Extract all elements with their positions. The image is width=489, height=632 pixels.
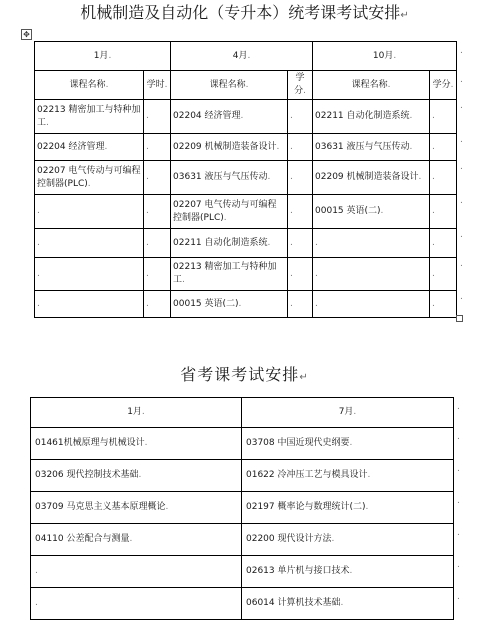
cell-text: 02209 机械制造装备设计 bbox=[173, 141, 277, 152]
course-cell[interactable] bbox=[35, 134, 144, 161]
value-cell[interactable] bbox=[288, 291, 313, 318]
cell-mark: . bbox=[432, 206, 435, 216]
cell-mark: . bbox=[37, 298, 40, 309]
course-cell[interactable] bbox=[31, 492, 242, 524]
cell-mark: . bbox=[290, 206, 293, 216]
provincial-exam-table bbox=[30, 397, 454, 620]
course-cell[interactable] bbox=[313, 134, 430, 161]
row-end-mark: . bbox=[460, 258, 463, 269]
row-end-mark: . bbox=[457, 591, 460, 602]
cell-text: 03708 中国近现代史纲要 bbox=[246, 438, 350, 448]
course-cell[interactable] bbox=[171, 195, 288, 229]
cell-text: 课程名称 bbox=[351, 79, 388, 90]
cell-mark: . bbox=[387, 79, 391, 90]
row-end-mark: . bbox=[457, 495, 460, 506]
cell-text: 03631 液压与气压传动 bbox=[315, 141, 410, 152]
cell-mark: . bbox=[108, 50, 112, 61]
cell-mark: . bbox=[349, 566, 353, 576]
cell-text: 02209 机械制造装备设计 bbox=[315, 172, 419, 182]
col-header-name[interactable] bbox=[35, 71, 144, 100]
cell-mark: . bbox=[290, 141, 293, 152]
row-end-mark: . bbox=[457, 401, 460, 412]
cell-mark: . bbox=[409, 141, 413, 152]
cell-text: 02211 自动化制造系统 bbox=[315, 111, 410, 121]
cell-text: 学时 bbox=[146, 79, 165, 90]
cell-mark: . bbox=[432, 172, 435, 182]
cell-mark: . bbox=[290, 298, 293, 309]
cell-mark: . bbox=[247, 50, 251, 61]
cell-text: 02204 经济管理 bbox=[173, 111, 241, 121]
cell-mark: . bbox=[418, 172, 422, 182]
table-row bbox=[31, 428, 454, 460]
cell-text: 学分 bbox=[294, 73, 305, 96]
row-end-mark: . bbox=[457, 431, 460, 442]
col-header-credit[interactable] bbox=[288, 71, 313, 100]
table-row bbox=[31, 524, 454, 556]
title-provincial-exams: 省考课考试安排↵ bbox=[180, 365, 309, 384]
value-cell[interactable] bbox=[288, 100, 313, 134]
cell-text: 02613 单片机与接口技术 bbox=[246, 566, 350, 576]
course-cell[interactable] bbox=[242, 524, 454, 556]
cell-mark: . bbox=[105, 79, 109, 90]
course-cell[interactable] bbox=[31, 588, 242, 620]
cell-mark: . bbox=[380, 206, 384, 216]
cell-mark: . bbox=[146, 268, 149, 279]
cell-mark: . bbox=[245, 79, 249, 90]
row-end-mark: . bbox=[460, 134, 463, 145]
course-cell[interactable] bbox=[171, 100, 288, 134]
cell-mark: . bbox=[146, 206, 149, 216]
cell-mark: . bbox=[432, 141, 435, 152]
course-cell[interactable] bbox=[35, 100, 144, 134]
cell-text: 1月 bbox=[127, 407, 142, 417]
course-cell[interactable] bbox=[313, 291, 430, 318]
cell-text: 01622 冷冲压工艺与模具设计 bbox=[246, 470, 368, 480]
cell-mark: . bbox=[182, 275, 185, 285]
cell-mark: . bbox=[432, 237, 435, 248]
course-cell[interactable] bbox=[171, 229, 288, 258]
course-cell[interactable] bbox=[242, 428, 454, 460]
cell-mark: . bbox=[146, 141, 149, 152]
course-cell[interactable] bbox=[313, 229, 430, 258]
value-cell[interactable] bbox=[430, 134, 457, 161]
table-row bbox=[35, 195, 457, 229]
cell-mark: . bbox=[267, 172, 271, 182]
cell-mark: . bbox=[290, 172, 293, 182]
cell-mark: . bbox=[315, 237, 318, 248]
cell-text: 03631 液压与气压传动 bbox=[173, 172, 268, 182]
cell-mark: . bbox=[331, 534, 335, 544]
value-cell[interactable] bbox=[430, 291, 457, 318]
value-cell[interactable] bbox=[144, 161, 171, 195]
cell-mark: . bbox=[290, 111, 293, 121]
cell-text: 课程名称 bbox=[69, 79, 106, 90]
value-cell[interactable] bbox=[288, 134, 313, 161]
cell-mark: . bbox=[165, 502, 169, 512]
col-header-name[interactable] bbox=[313, 71, 430, 100]
table-row bbox=[35, 229, 457, 258]
cell-mark: . bbox=[267, 237, 271, 248]
cell-text: 02200 现代设计方法 bbox=[246, 534, 332, 544]
course-cell[interactable] bbox=[35, 195, 144, 229]
row-end-mark: . bbox=[457, 463, 460, 474]
table-row bbox=[31, 588, 454, 620]
cell-mark: . bbox=[37, 206, 40, 216]
row-end-mark: . bbox=[460, 74, 463, 85]
col-header-hours[interactable] bbox=[144, 71, 171, 100]
value-cell[interactable] bbox=[430, 161, 457, 195]
value-cell[interactable] bbox=[144, 229, 171, 258]
cell-mark: . bbox=[315, 268, 318, 279]
unified-exam-table bbox=[34, 41, 457, 318]
cell-text: 02204 经济管理 bbox=[37, 141, 105, 152]
row-end-mark: . bbox=[457, 527, 460, 538]
paragraph-mark: ↵ bbox=[299, 372, 309, 383]
course-cell[interactable] bbox=[242, 588, 454, 620]
cell-text: 7月 bbox=[338, 407, 354, 417]
col-header-credit[interactable] bbox=[430, 71, 457, 100]
row-end-mark: . bbox=[460, 291, 463, 302]
month-header-cell[interactable] bbox=[171, 42, 313, 71]
cell-text: 02211 自动化制造系统 bbox=[173, 237, 268, 248]
cell-mark: . bbox=[393, 50, 397, 61]
table-resize-handle[interactable] bbox=[456, 315, 463, 322]
table-row bbox=[35, 134, 457, 161]
cell-mark: . bbox=[144, 438, 148, 448]
cell-mark: . bbox=[315, 298, 318, 309]
cell-mark: . bbox=[87, 178, 91, 189]
month-header-cell[interactable] bbox=[242, 398, 454, 428]
cell-text: 10月 bbox=[372, 50, 394, 61]
value-cell[interactable] bbox=[144, 100, 171, 134]
month-header-cell[interactable] bbox=[313, 42, 457, 71]
value-cell[interactable] bbox=[144, 258, 171, 291]
cell-mark: . bbox=[240, 111, 244, 121]
cell-text: 06014 计算机技术基础 bbox=[246, 598, 341, 608]
table-row bbox=[31, 556, 454, 588]
cell-mark: . bbox=[290, 268, 293, 279]
paragraph-mark: ↵ bbox=[400, 10, 409, 21]
move-anchor-icon[interactable]: ✥ bbox=[21, 29, 32, 40]
value-cell[interactable] bbox=[430, 195, 457, 229]
value-cell[interactable] bbox=[144, 134, 171, 161]
row-end-mark: . bbox=[460, 161, 463, 172]
row-end-mark: . bbox=[460, 100, 463, 111]
course-cell[interactable] bbox=[171, 291, 288, 318]
cell-mark: . bbox=[303, 86, 306, 96]
course-cell[interactable] bbox=[35, 291, 144, 318]
value-cell[interactable] bbox=[144, 291, 171, 318]
cell-mark: . bbox=[146, 298, 149, 309]
cell-mark: . bbox=[450, 79, 454, 90]
cell-mark: . bbox=[37, 268, 40, 279]
cell-mark: . bbox=[432, 111, 435, 121]
cell-mark: . bbox=[164, 79, 168, 90]
cell-mark: . bbox=[146, 237, 149, 248]
table-row bbox=[31, 460, 454, 492]
month-header-row bbox=[31, 398, 454, 428]
value-cell[interactable] bbox=[430, 100, 457, 134]
cell-text: 04110 公差配合与测量 bbox=[35, 534, 130, 544]
table-row bbox=[35, 258, 457, 291]
course-cell[interactable] bbox=[31, 428, 242, 460]
course-cell[interactable] bbox=[242, 460, 454, 492]
course-cell[interactable] bbox=[35, 161, 144, 195]
course-cell[interactable] bbox=[313, 195, 430, 229]
course-cell[interactable] bbox=[313, 100, 430, 134]
cell-text: 02197 概率论与数理统计(二) bbox=[246, 502, 366, 512]
cell-mark: . bbox=[349, 438, 353, 448]
value-cell[interactable] bbox=[288, 258, 313, 291]
cell-mark: . bbox=[290, 237, 293, 248]
course-cell[interactable] bbox=[171, 161, 288, 195]
course-cell[interactable] bbox=[242, 492, 454, 524]
title-unified-exams: 机械制造及自动化（专升本）统考课考试安排↵ bbox=[80, 3, 409, 22]
month-header-cell[interactable] bbox=[35, 42, 171, 71]
course-cell[interactable] bbox=[171, 258, 288, 291]
cell-mark: . bbox=[238, 298, 242, 309]
cell-text: 02213 精密加工与特种加工 bbox=[173, 262, 277, 285]
cell-mark: . bbox=[46, 117, 49, 128]
cell-mark: . bbox=[146, 111, 149, 121]
course-cell[interactable] bbox=[31, 524, 242, 556]
cell-text: 课程名称 bbox=[209, 79, 246, 90]
cell-text: 学分 bbox=[432, 79, 451, 90]
cell-mark: . bbox=[432, 268, 435, 279]
cell-text: 4月 bbox=[232, 50, 248, 61]
cell-text: 03206 现代控制技术基础 bbox=[35, 470, 139, 480]
cell-text: 03709 马克思主义基本原理概论 bbox=[35, 502, 166, 512]
table-row bbox=[35, 161, 457, 195]
cell-mark: . bbox=[365, 502, 369, 512]
cell-text: 00015 英语(二) bbox=[315, 206, 381, 216]
course-cell[interactable] bbox=[242, 556, 454, 588]
value-cell[interactable] bbox=[288, 229, 313, 258]
cell-mark: . bbox=[35, 598, 38, 608]
cell-mark: . bbox=[432, 298, 435, 309]
row-end-mark: . bbox=[460, 195, 463, 206]
cell-mark: . bbox=[141, 407, 145, 417]
value-cell[interactable] bbox=[288, 195, 313, 229]
month-header-row bbox=[35, 42, 457, 71]
col-header-name[interactable] bbox=[171, 71, 288, 100]
cell-mark: . bbox=[35, 566, 38, 576]
value-cell[interactable] bbox=[288, 161, 313, 195]
cell-mark: . bbox=[146, 172, 149, 182]
table-row bbox=[35, 291, 457, 318]
course-cell[interactable] bbox=[313, 258, 430, 291]
table-row bbox=[35, 100, 457, 134]
cell-text: 00015 英语(二) bbox=[173, 298, 239, 309]
cell-mark: . bbox=[223, 212, 227, 223]
cell-mark: . bbox=[409, 111, 413, 121]
value-cell[interactable] bbox=[430, 258, 457, 291]
cell-text: 1月 bbox=[93, 50, 109, 61]
cell-mark: . bbox=[104, 141, 108, 152]
course-cell[interactable] bbox=[35, 229, 144, 258]
cell-text: 01461机械原理与机械设计 bbox=[35, 438, 145, 448]
row-end-mark: . bbox=[457, 559, 460, 570]
course-cell[interactable] bbox=[313, 161, 430, 195]
course-cell[interactable] bbox=[171, 134, 288, 161]
course-cell[interactable] bbox=[31, 460, 242, 492]
cell-mark: . bbox=[138, 470, 142, 480]
row-end-mark: . bbox=[460, 45, 463, 56]
course-cell[interactable] bbox=[31, 556, 242, 588]
table-row bbox=[31, 492, 454, 524]
month-header-cell[interactable] bbox=[31, 398, 242, 428]
cell-mark: . bbox=[276, 141, 280, 152]
value-cell[interactable] bbox=[144, 195, 171, 229]
row-end-mark: . bbox=[460, 229, 463, 240]
cell-mark: . bbox=[129, 534, 133, 544]
value-cell[interactable] bbox=[430, 229, 457, 258]
cell-mark: . bbox=[340, 598, 344, 608]
cell-text: 02207 电气传动与可编程控制器(PLC) bbox=[173, 199, 277, 223]
cell-text: 02213 精密加工与特种加工 bbox=[37, 104, 141, 128]
cell-mark: . bbox=[367, 470, 371, 480]
cell-text: 02207 电气传动与可编程控制器(PLC) bbox=[37, 165, 141, 189]
course-cell[interactable] bbox=[35, 258, 144, 291]
cell-mark: . bbox=[37, 237, 40, 248]
column-header-row bbox=[35, 71, 457, 100]
cell-mark: . bbox=[353, 407, 357, 417]
